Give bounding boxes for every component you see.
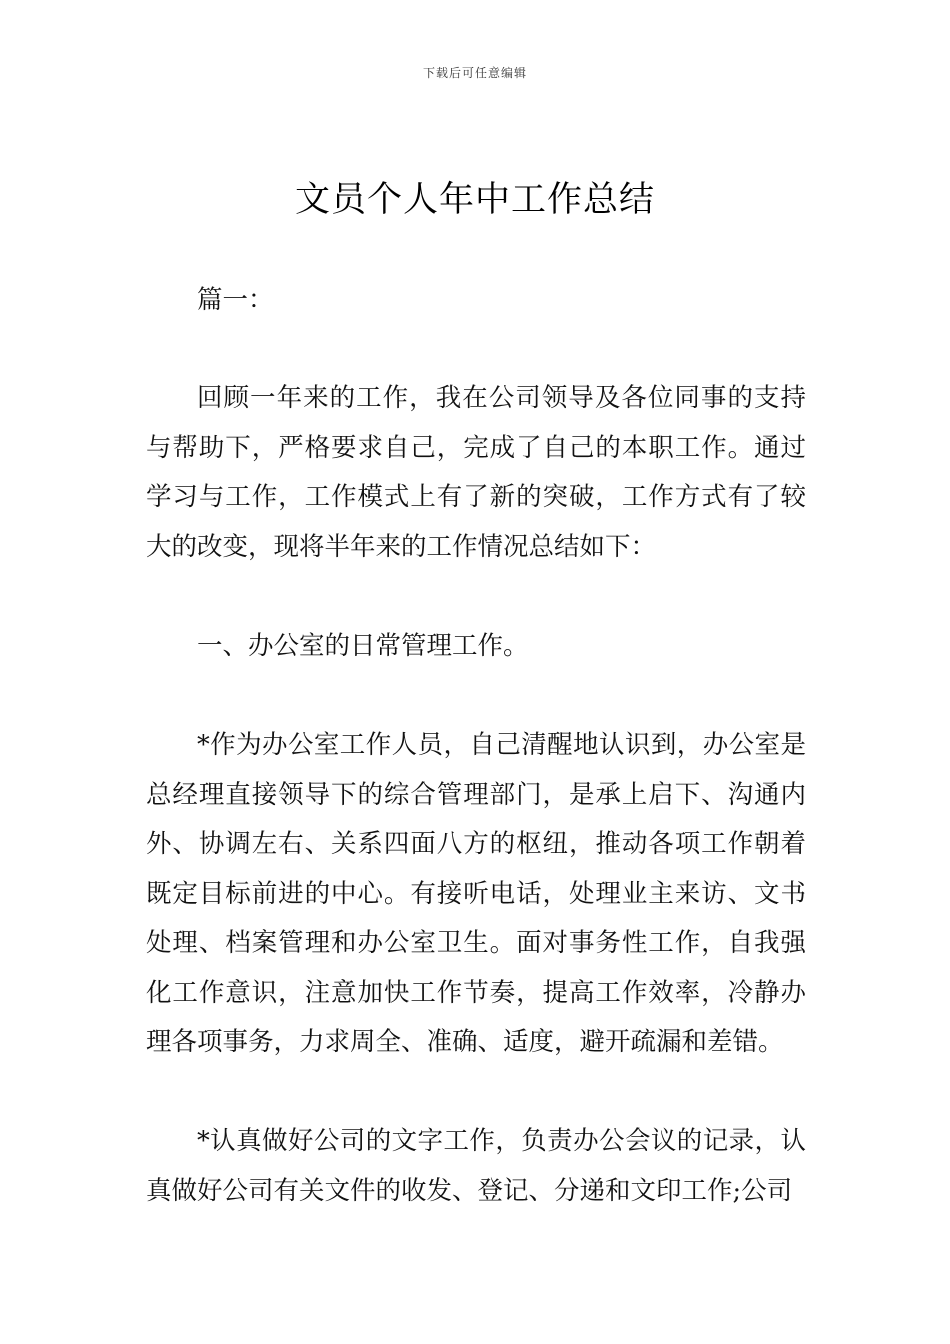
paragraph-heading-office-management: 一、办公室的日常管理工作。 [197, 631, 529, 661]
paragraph-writing-work: *认真做好公司的文字工作，负责办公会议的记录，认真做好公司有关文件的收发、登记、分递和文印工作;公司 [146, 1126, 806, 1206]
header-note: 下载后可任意编辑 [422, 66, 527, 80]
paragraph-section-label: 篇一： [197, 285, 274, 315]
document-title: 文员个人年中工作总结 [294, 180, 655, 220]
paragraph-office-role: *作为办公室工作人员，自己清醒地认识到，办公室是总经理直接领导下的综合管理部门，是承上启下、沟通内外、协调左右、关系四面八方的枢纽，推动各项工作朝着既定目标前进的中心。有接听电话，处理业主来访、文书处理、档案管理和办公室卫生。面对事务性工作，自我强化工作意识，注意加快工作节奏，提高工作效率，冷静办理各项事务，力求周全、准确、适度，避开疏漏和差错。 [146, 730, 806, 1057]
paragraph-intro: 回顾一年来的工作，我在公司领导及各位同事的支持与帮助下，严格要求自己，完成了自己的本职工作。通过学习与工作，工作模式上有了新的突破，工作方式有了较大的改变，现将半年来的工作情况总结如下： [146, 383, 806, 562]
